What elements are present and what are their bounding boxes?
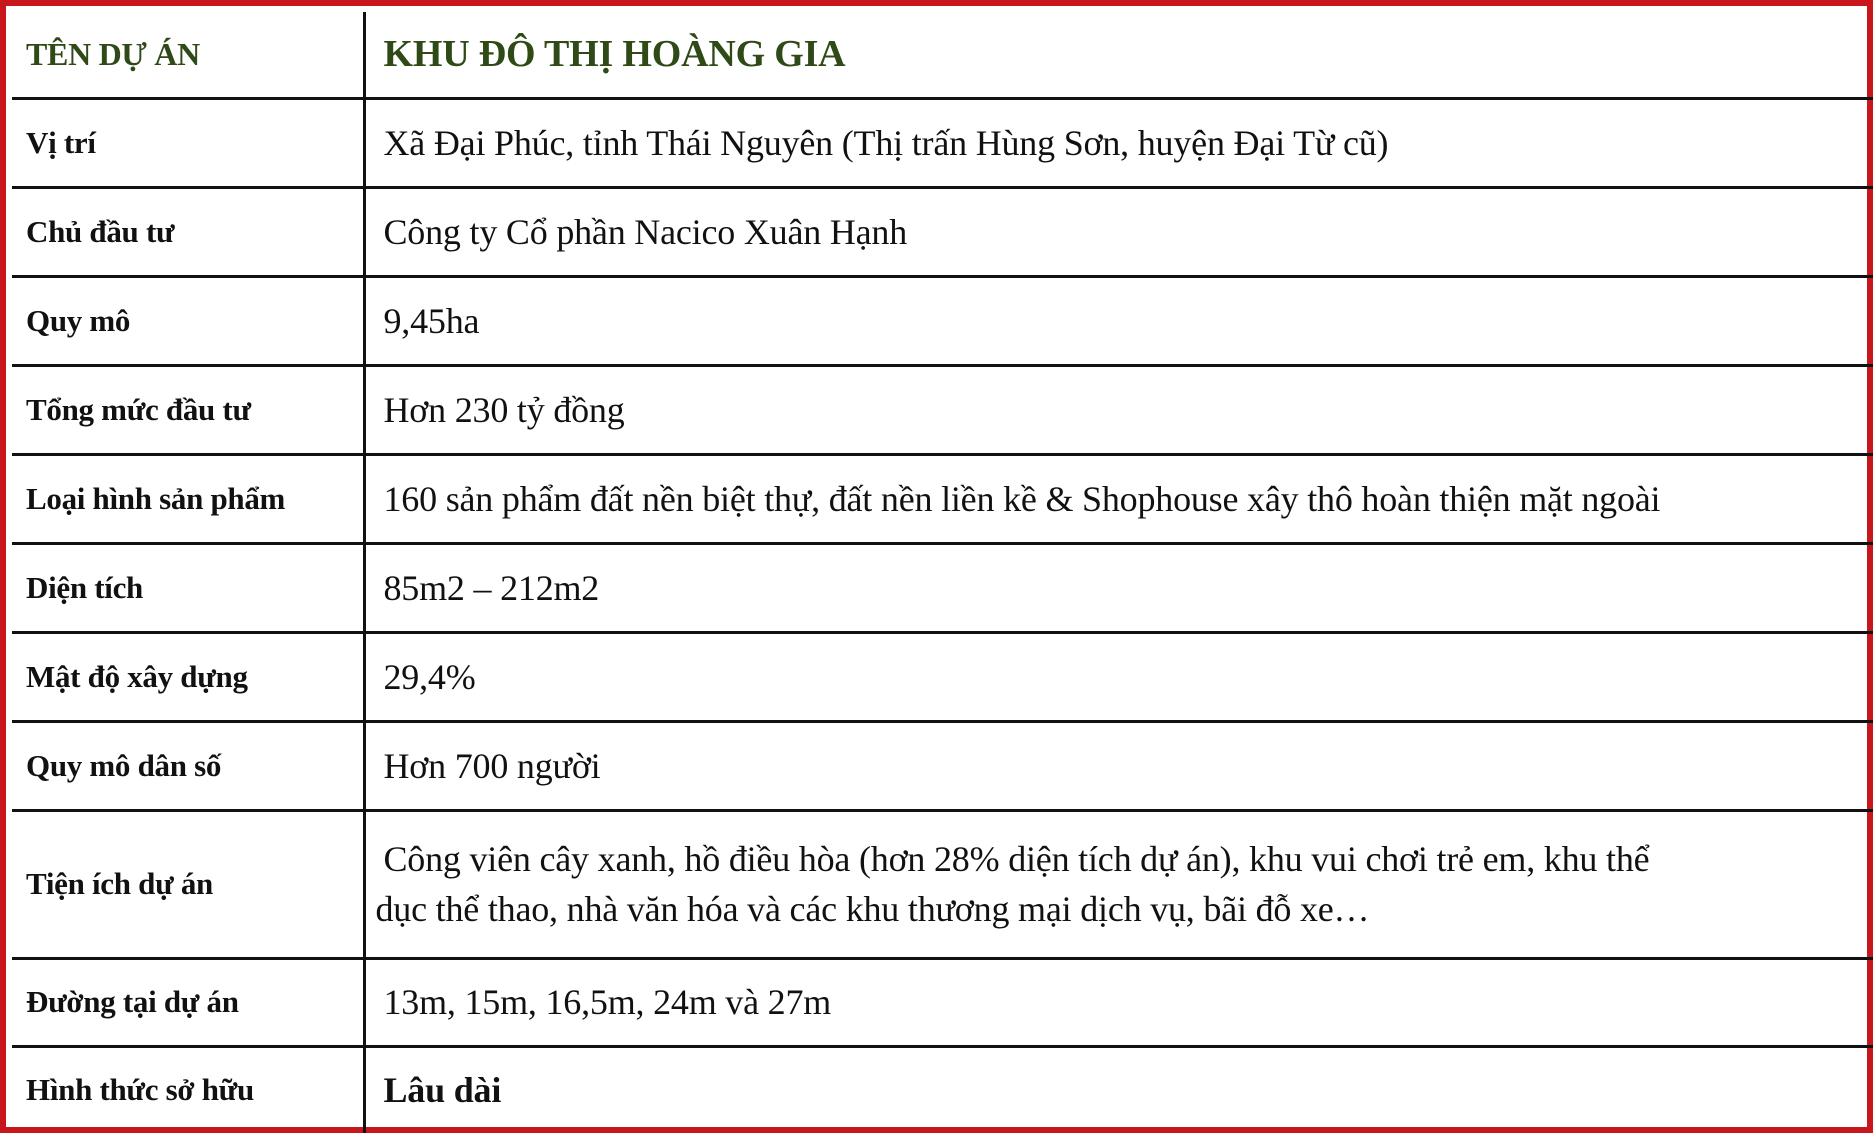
row-label: Chủ đầu tư: [12, 187, 364, 276]
table-row-scale: [12, 276, 1873, 365]
header-label: TÊN DỰ ÁN: [12, 12, 364, 98]
row-value: 29,4%: [364, 632, 1873, 721]
row-label: Đường tại dự án: [12, 958, 364, 1046]
table-row-product-types: [12, 454, 1873, 543]
amenities-line-2: dục thể thao, nhà văn hóa và các khu thương mại dịch vụ, bãi đỗ xe…: [375, 889, 1370, 929]
table-row-density: [12, 632, 1873, 721]
row-value: Công ty Cổ phần Nacico Xuân Hạnh: [364, 187, 1873, 276]
table-row-roads: [12, 958, 1873, 1046]
table-header-row: [12, 12, 1873, 98]
row-value: [364, 810, 1873, 958]
project-name: KHU ĐÔ THỊ HOÀNG GIA: [364, 12, 1873, 98]
row-value: 160 sản phẩm đất nền biệt thự, đất nền liền kề & Shophouse xây thô hoàn thiện mặt ngoài: [364, 454, 1873, 543]
table-row-population: [12, 721, 1873, 810]
table-row-area: [12, 543, 1873, 632]
row-value: 85m2 – 212m2: [364, 543, 1873, 632]
table-row-location: [12, 98, 1873, 187]
row-value: Hơn 700 người: [364, 721, 1873, 810]
row-label: Vị trí: [12, 98, 364, 187]
table-row-amenities: [12, 810, 1873, 958]
amenities-line-1: Công viên cây xanh, hồ điều hòa (hơn 28% diện tích dự án), khu vui chơi trẻ em, khu thể: [383, 839, 1650, 879]
row-label: Tiện ích dự án: [12, 810, 364, 958]
row-label: Hình thức sở hữu: [12, 1046, 364, 1133]
row-value: Xã Đại Phúc, tỉnh Thái Nguyên (Thị trấn Hùng Sơn, huyện Đại Từ cũ): [364, 98, 1873, 187]
row-label: Mật độ xây dựng: [12, 632, 364, 721]
table-row-investor: [12, 187, 1873, 276]
row-label: Diện tích: [12, 543, 364, 632]
row-label: Loại hình sản phẩm: [12, 454, 364, 543]
table-row-total-investment: [12, 365, 1873, 454]
row-value: Lâu dài: [364, 1046, 1873, 1133]
table-row-ownership: [12, 1046, 1873, 1133]
row-label: Quy mô dân số: [12, 721, 364, 810]
project-info-table: [12, 12, 1873, 1133]
row-value: Hơn 230 tỷ đồng: [364, 365, 1873, 454]
row-label: Tổng mức đầu tư: [12, 365, 364, 454]
row-value: 13m, 15m, 16,5m, 24m và 27m: [364, 958, 1873, 1046]
row-label: Quy mô: [12, 276, 364, 365]
row-value: 9,45ha: [364, 276, 1873, 365]
